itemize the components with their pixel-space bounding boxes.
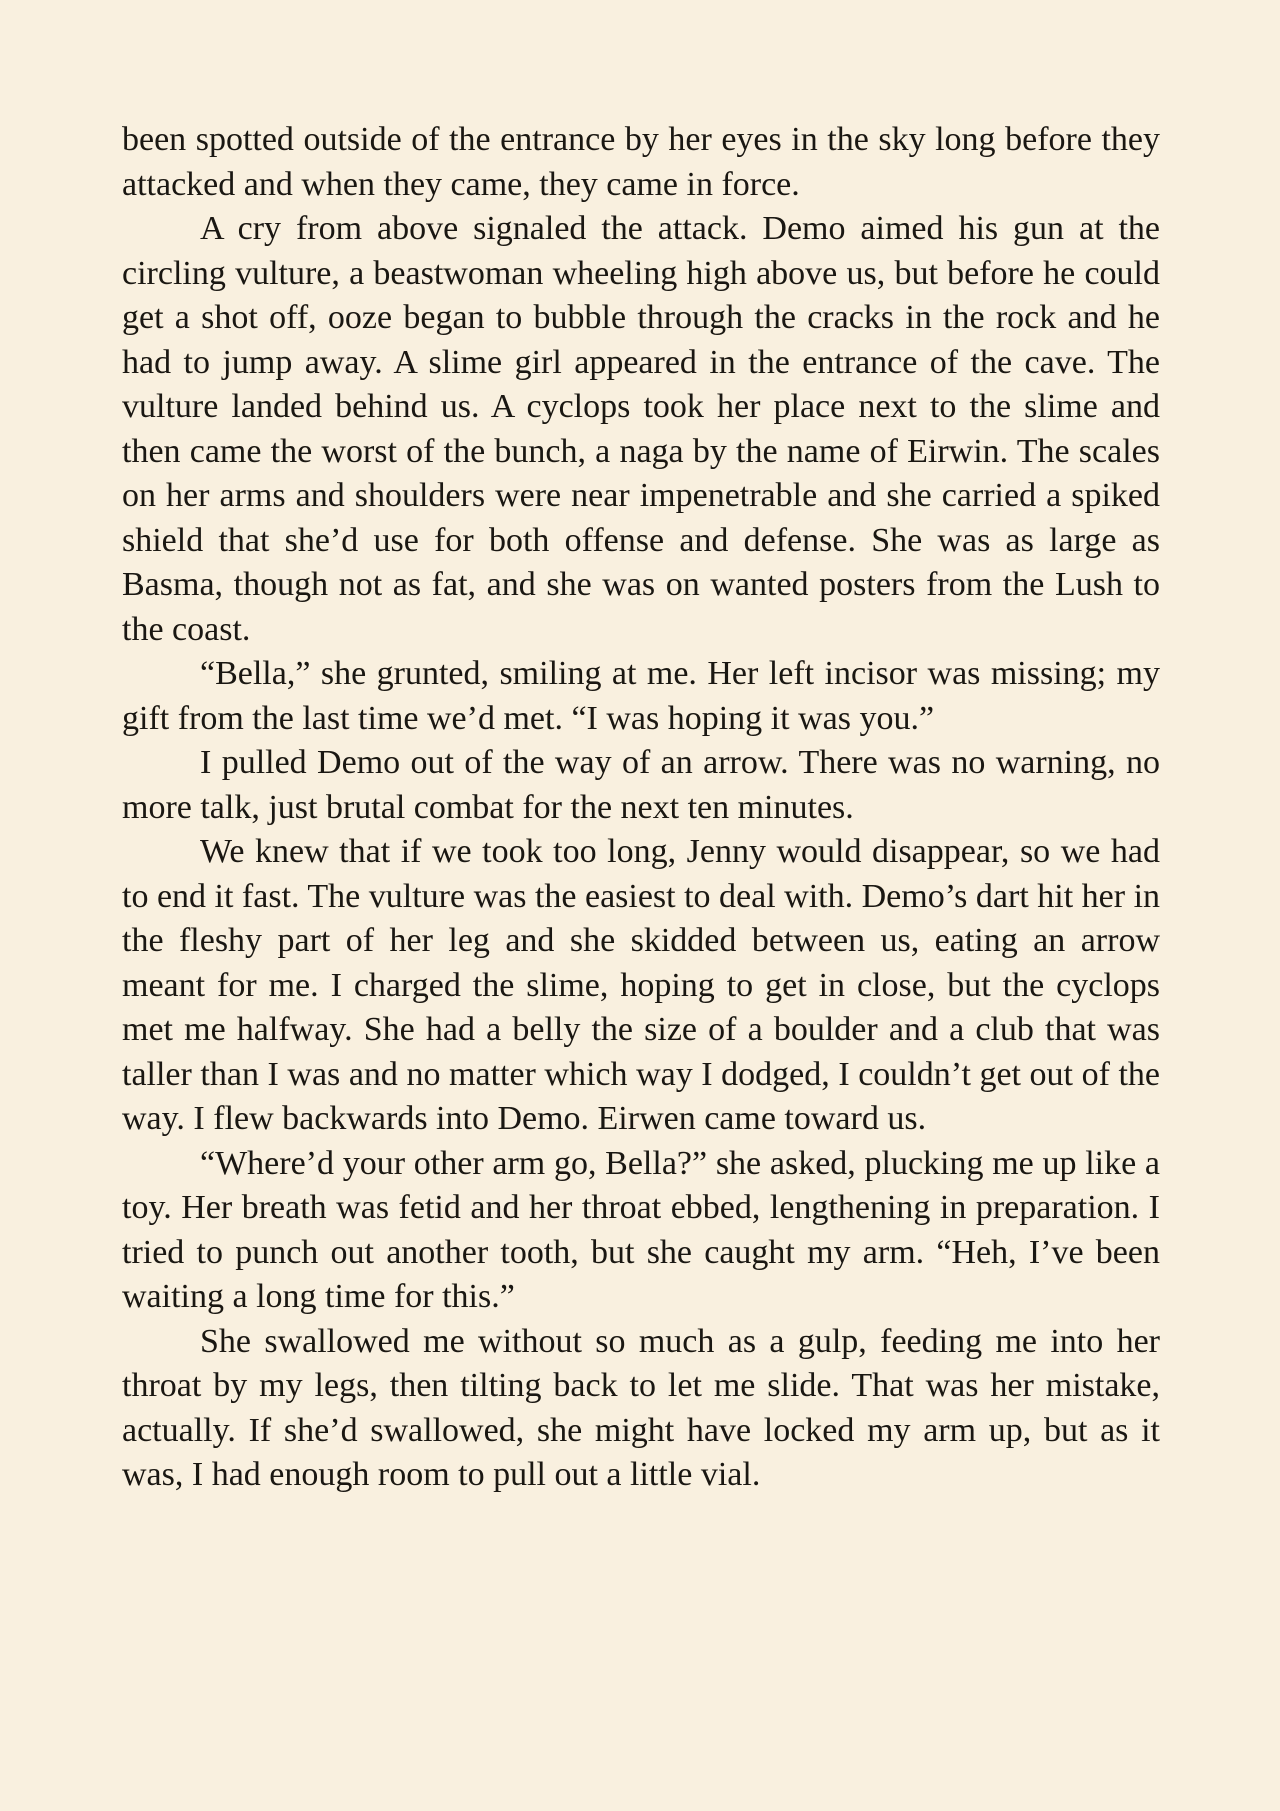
paragraph-continuation: been spotted outside of the entrance by her eyes in the sky long before they attacked and when they came, they came in force. bbox=[122, 121, 1160, 203]
paragraph-attack-begins: A cry from above signaled the attack. Demo aimed his gun at the circling vulture, a beastwoman wheeling high above us, but before he could get a shot off, ooze began to bubble through the cracks in the rock and he had to jump away. A slime girl appeared in the entrance of the cave. The vulture landed behind us. A cyclops took her place next to the slime and then came the worst of the bunch, a naga by the name of Eirwin. The scales on her arms and shoulders were near impenetrable and she carried a spiked shield that she’d use for both offense and defense. She was as large as Basma, though not as fat, and she was on wanted posters from the Lush to the coast. bbox=[122, 210, 1160, 648]
paragraph-eirwin-grabs: “Where’d your other arm go, Bella?” she asked, plucking me up like a toy. Her breath was fetid and her throat ebbed, lengthening in preparation. I tried to punch out another tooth, but she caught my arm. “Heh, I’ve been waiting a long time for this.” bbox=[122, 1144, 1160, 1315]
paragraph-eirwin-greeting: “Bella,” she grunted, smiling at me. Her left incisor was missing; my gift from the last time we’d met. “I was hoping it was you.” bbox=[122, 655, 1160, 737]
paragraph-fight-details: We knew that if we took too long, Jenny would disappear, so we had to end it fast. The vulture was the easiest to deal with. Demo’s dart hit her in the fleshy part of her leg and she skidded between us, eating an arrow meant for me. I charged the slime, hoping to get in close, but the cyclops met me halfway. She had a belly the size of a boulder and a club that was taller than I was and no matter which way I dodged, I couldn’t get out of the way. I flew backwards into Demo. Eirwen came toward us. bbox=[122, 833, 1161, 1137]
paragraph-combat: I pulled Demo out of the way of an arrow. There was no warning, no more talk, just brutal combat for the next ten minutes. bbox=[122, 744, 1160, 826]
paragraph-swallowed: She swallowed me without so much as a gulp, feeding me into her throat by my legs, then tilting back to let me slide. That was her mistake, actually. If she’d swallowed, she might have locked my arm up, but as it was, I had enough room to pull out a little vial. bbox=[122, 1322, 1160, 1493]
